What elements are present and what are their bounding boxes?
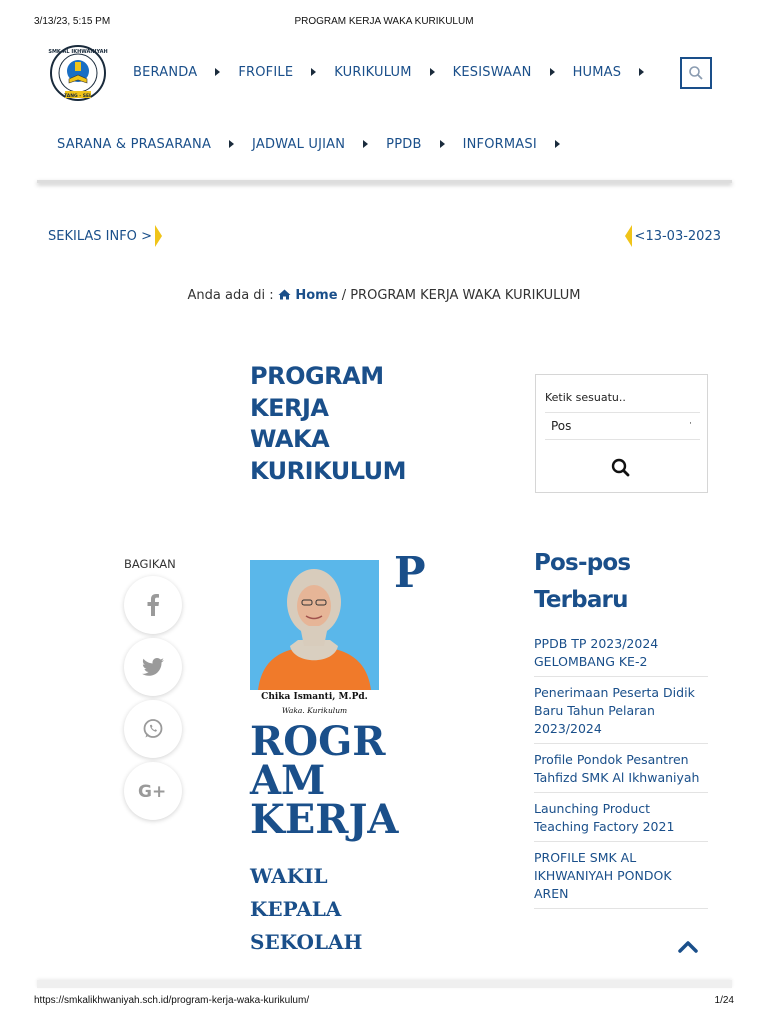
share-facebook-button[interactable] <box>124 576 182 634</box>
ticker-date-text: 13-03-2023 <box>645 228 721 244</box>
caret-right-icon <box>311 68 316 76</box>
recent-title-line: Terbaru <box>534 587 628 613</box>
ticker-date <box>625 225 721 247</box>
caret-right-icon <box>550 68 555 76</box>
nav-item-informasi[interactable] <box>463 137 578 152</box>
back-to-top-button[interactable] <box>678 940 698 954</box>
print-title: PROGRAM KERJA WAKA KURIKULUM <box>294 16 474 27</box>
article-heading <box>250 718 450 843</box>
recent-post-link[interactable]: Launching Product Teaching Factory 2021 <box>534 797 708 842</box>
caret-right-icon <box>440 140 445 148</box>
breadcrumb-home-link[interactable] <box>278 288 338 303</box>
main-nav-row-2 <box>57 132 578 156</box>
nav-label: PPDB <box>386 136 422 152</box>
person-portrait <box>250 560 379 690</box>
svg-text:G+: G+ <box>138 782 167 800</box>
facebook-icon <box>146 594 160 616</box>
footer-divider <box>37 980 732 988</box>
article-subheading <box>250 860 450 959</box>
print-date: 3/13/23, 5:15 PM <box>34 16 111 27</box>
nav-label: KESISWAAN <box>452 64 532 80</box>
twitter-icon <box>142 658 164 676</box>
caret-right-icon <box>363 140 368 148</box>
nav-label: SARANA & PRASARANA <box>57 136 212 152</box>
google-plus-icon <box>138 782 168 800</box>
article-heading-line: KERJA <box>250 796 399 843</box>
ticker-flag-icon <box>155 225 162 247</box>
whatsapp-icon <box>142 718 164 740</box>
breadcrumb <box>0 288 768 303</box>
caret-right-icon <box>430 68 435 76</box>
breadcrumb-home-text: Home <box>295 288 338 303</box>
caret-right-icon <box>555 140 560 148</box>
nav-item-beranda[interactable] <box>133 65 238 80</box>
nav-item-ppdb[interactable] <box>386 137 462 152</box>
recent-post-link[interactable]: PPDB TP 2023/2024 GELOMBANG KE-2 <box>534 632 708 677</box>
teacher-photo <box>250 560 379 718</box>
ticker-label-suffix: > <box>141 228 152 244</box>
logo-bottom-text: TANG - SEL <box>64 94 92 99</box>
nav-divider <box>37 180 732 183</box>
recent-post-link[interactable]: PROFILE SMK AL IKHWANIYAH PONDOK AREN <box>534 846 708 909</box>
post-type-value: Pos <box>551 419 572 433</box>
recent-post-link[interactable]: Penerimaan Peserta Didik Baru Tahun Pelaran 2023/2024 <box>534 681 708 744</box>
page-title-line: KURIKULUM <box>250 456 407 485</box>
photo-caption-name: Chika Ismanti, M.Pd. <box>250 690 379 704</box>
nav-item-frofile[interactable] <box>238 65 334 80</box>
nav-search-button[interactable] <box>680 57 712 89</box>
breadcrumb-current: PROGRAM KERJA WAKA KURIKULUM <box>350 288 581 303</box>
recent-title-line: Pos-pos <box>534 550 631 576</box>
sidebar-search-widget <box>535 374 708 493</box>
nav-item-humas[interactable] <box>573 65 663 80</box>
recent-posts-title <box>534 545 704 619</box>
news-ticker-label <box>48 225 162 247</box>
article-subheading-line: KEPALA <box>250 897 342 921</box>
article-subheading-line: SEKOLAH <box>250 930 363 954</box>
logo-top-text: SMK AL IKHWANIYAH <box>48 49 108 55</box>
home-icon <box>278 289 291 300</box>
post-type-select[interactable] <box>545 412 700 440</box>
sidebar-search-submit[interactable] <box>610 457 632 479</box>
page-title <box>250 361 450 487</box>
nav-label: BERANDA <box>133 64 198 80</box>
photo-caption-role: Waka. Kurikulum <box>250 704 379 718</box>
print-header <box>0 16 768 30</box>
ticker-flag-icon <box>625 225 632 247</box>
share-twitter-button[interactable] <box>124 638 182 696</box>
page-title-line: KERJA <box>250 393 329 422</box>
page-title-line: WAKA <box>250 425 330 453</box>
school-logo[interactable] <box>45 45 111 101</box>
chevron-down-icon: ‧ <box>689 419 692 429</box>
nav-item-kesiswaan[interactable] <box>453 65 573 80</box>
chevron-up-icon <box>678 940 698 954</box>
share-google-plus-button[interactable] <box>124 762 182 820</box>
print-page-number: 1/24 <box>714 995 734 1006</box>
nav-label: HUMAS <box>572 64 622 80</box>
recent-post-link[interactable]: Profile Pondok Pesantren Tahfizd SMK Al Ikhwaniyah <box>534 748 708 793</box>
page-title-line: PROGRAM <box>250 362 384 390</box>
main-nav-row-1 <box>133 60 662 84</box>
nav-item-sarana-prasarana[interactable] <box>57 137 252 152</box>
print-url: https://smkalikhwaniyah.sch.id/program-kerja-waka-kurikulum/ <box>34 995 310 1006</box>
caret-right-icon <box>639 68 644 76</box>
breadcrumb-separator: / <box>341 288 347 303</box>
nav-label: KURIKULUM <box>334 64 412 80</box>
breadcrumb-prefix: Anda ada di : <box>187 288 274 303</box>
share-label: BAGIKAN <box>124 557 176 571</box>
caret-right-icon <box>229 140 234 148</box>
article-dropcap: P <box>394 548 426 597</box>
share-whatsapp-button[interactable] <box>124 700 182 758</box>
article-subheading-line: WAKIL <box>250 864 328 888</box>
nav-item-kurikulum[interactable] <box>334 65 452 80</box>
article-heading-line: AM <box>250 757 326 804</box>
search-icon <box>688 65 704 81</box>
ticker-date-prefix: < <box>634 228 646 244</box>
recent-posts-list <box>534 632 708 913</box>
nav-label: INFORMASI <box>462 136 537 152</box>
article-heading-line: ROGR <box>250 718 386 765</box>
sidebar-search-input[interactable]: Ketik sesuatu.. <box>545 391 626 404</box>
caret-right-icon <box>215 68 220 76</box>
ticker-label-text: SEKILAS INFO <box>48 228 137 244</box>
nav-label: FROFILE <box>238 64 294 80</box>
nav-label: JADWAL UJIAN <box>252 136 346 152</box>
nav-item-jadwal-ujian[interactable] <box>252 137 386 152</box>
search-icon <box>610 457 632 479</box>
